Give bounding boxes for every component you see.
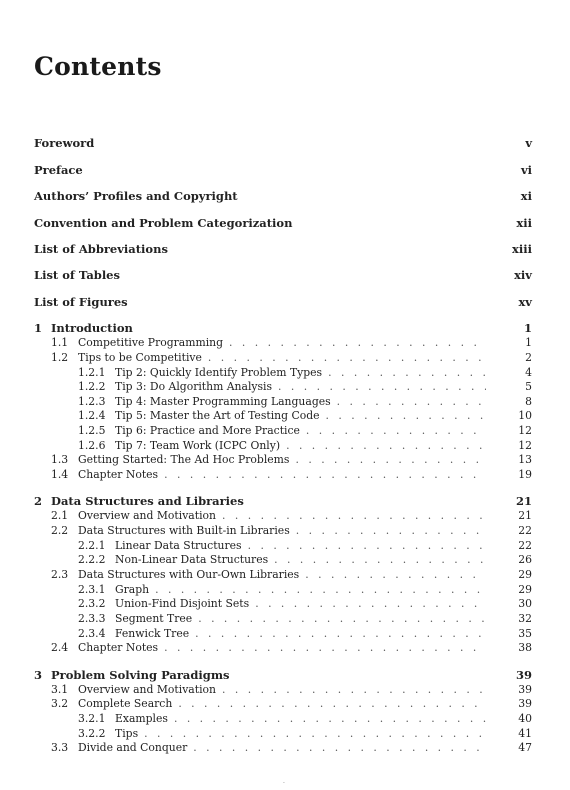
toc-entry-preface[interactable] xyxy=(0,163,570,177)
toc-page: 21 xyxy=(518,509,532,522)
toc-subsection[interactable] xyxy=(0,583,570,596)
toc-page: 29 xyxy=(518,568,532,581)
toc-subsection[interactable] xyxy=(0,597,570,610)
chapter-title: Introduction xyxy=(51,321,133,335)
subsection-title: Union-Find Disjoint Sets xyxy=(115,597,250,610)
section-number: 3.3 xyxy=(51,741,69,754)
subsection-title: Tip 3: Do Algorithm Analysis xyxy=(115,380,273,393)
chapter-number: 1 xyxy=(34,321,43,335)
subsection-title: Tip 2: Quickly Identify Problem Types xyxy=(115,366,323,379)
section-title: Complete Search xyxy=(78,697,173,710)
leader-dots xyxy=(222,509,486,522)
section-title: Overview and Motivation xyxy=(78,683,216,696)
toc-subsection[interactable] xyxy=(0,727,570,740)
toc-page: 8 xyxy=(525,395,532,408)
toc-page: 13 xyxy=(518,453,532,466)
section-title: Tips to be Competitive xyxy=(78,351,202,364)
section-number: 2.1 xyxy=(51,509,69,522)
toc-page: 5 xyxy=(525,380,532,393)
toc-page: 12 xyxy=(518,424,532,437)
subsection-title: Non-Linear Data Structures xyxy=(115,553,269,566)
toc-section[interactable] xyxy=(0,568,570,581)
subsection-title: Tips xyxy=(115,727,139,740)
toc-entry-abbreviations[interactable] xyxy=(0,242,570,256)
toc-page: 21 xyxy=(515,494,532,508)
leader-dots xyxy=(208,351,486,364)
toc-title: List of Figures xyxy=(34,295,128,309)
toc-section[interactable] xyxy=(0,336,570,349)
toc-page: 26 xyxy=(518,553,532,566)
toc-page: xv xyxy=(518,295,532,309)
subsection-title: Tip 4: Master Programming Languages xyxy=(115,395,331,408)
leader-dots xyxy=(306,424,486,437)
toc-page: 19 xyxy=(518,468,532,481)
section-number: 2.3 xyxy=(51,568,69,581)
toc-subsection[interactable] xyxy=(0,424,570,437)
subsection-number: 1.2.4 xyxy=(78,409,106,422)
toc-title: List of Tables xyxy=(34,268,120,282)
leader-dots xyxy=(296,524,486,537)
leader-dots xyxy=(178,697,486,710)
toc-page: 41 xyxy=(518,727,532,740)
toc-chapter-3[interactable] xyxy=(0,668,570,682)
toc-page: 38 xyxy=(518,641,532,654)
subsection-number: 1.2.5 xyxy=(78,424,106,437)
leader-dots xyxy=(195,627,486,640)
toc-page: 47 xyxy=(518,741,532,754)
toc-page: 39 xyxy=(518,697,532,710)
toc-page: 22 xyxy=(518,539,532,552)
leader-dots xyxy=(222,683,486,696)
section-title: Chapter Notes xyxy=(78,468,159,481)
leader-dots xyxy=(305,568,486,581)
leader-dots xyxy=(286,439,486,452)
toc-page: 1 xyxy=(523,321,532,335)
toc-entry-list-of-figures[interactable] xyxy=(0,295,570,309)
subsection-number: 1.2.6 xyxy=(78,439,106,452)
section-number: 1.3 xyxy=(51,453,69,466)
subsection-title: Tip 7: Team Work (ICPC Only) xyxy=(115,439,281,452)
subsection-title: Graph xyxy=(115,583,150,596)
subsection-title: Fenwick Tree xyxy=(115,627,190,640)
subsection-title: Linear Data Structures xyxy=(115,539,242,552)
toc-page: xi xyxy=(520,189,532,203)
toc-page: vi xyxy=(520,163,532,177)
toc-section[interactable] xyxy=(0,524,570,537)
toc-chapter-1[interactable] xyxy=(0,321,570,335)
subsection-number: 2.3.1 xyxy=(78,583,106,596)
page-marker: · xyxy=(283,780,285,787)
toc-page: 2 xyxy=(525,351,532,364)
toc-subsection[interactable] xyxy=(0,439,570,452)
chapter-number: 2 xyxy=(34,494,43,508)
section-title: Chapter Notes xyxy=(78,641,159,654)
toc-subsection[interactable] xyxy=(0,712,570,725)
leader-dots xyxy=(255,597,486,610)
toc-section[interactable] xyxy=(0,453,570,466)
toc-page: 29 xyxy=(518,583,532,596)
toc-section[interactable] xyxy=(0,509,570,522)
leader-dots xyxy=(164,468,486,481)
section-number: 1.2 xyxy=(51,351,69,364)
leader-dots xyxy=(174,712,486,725)
section-number: 1.1 xyxy=(51,336,69,349)
toc-page: 39 xyxy=(518,683,532,696)
toc-subsection[interactable] xyxy=(0,395,570,408)
toc-title: Convention and Problem Categorization xyxy=(34,216,293,230)
toc-entry-convention[interactable] xyxy=(0,216,570,230)
toc-section[interactable] xyxy=(0,741,570,754)
toc-page: xiii xyxy=(512,242,532,256)
section-title: Getting Started: The Ad Hoc Problems xyxy=(78,453,290,466)
subsection-number: 2.2.2 xyxy=(78,553,106,566)
toc-page: xii xyxy=(516,216,532,230)
leader-dots xyxy=(198,612,486,625)
leader-dots xyxy=(164,641,486,654)
leader-dots xyxy=(248,539,486,552)
toc-section[interactable] xyxy=(0,468,570,481)
subsection-number: 2.3.4 xyxy=(78,627,106,640)
section-title: Divide and Conquer xyxy=(78,741,188,754)
toc-page: 1 xyxy=(525,336,532,349)
toc-title: Preface xyxy=(34,163,83,177)
subsection-title: Examples xyxy=(115,712,168,725)
leader-dots xyxy=(229,336,486,349)
toc-chapter-2[interactable] xyxy=(0,494,570,508)
subsection-number: 1.2.3 xyxy=(78,395,106,408)
toc-entry-list-of-tables[interactable] xyxy=(0,268,570,282)
toc-page: 30 xyxy=(518,597,532,610)
section-title: Data Structures with Our-Own Libraries xyxy=(78,568,300,581)
toc-title: Foreword xyxy=(34,136,95,150)
chapter-number: 3 xyxy=(34,668,43,682)
leader-dots xyxy=(326,409,486,422)
subsection-number: 1.2.2 xyxy=(78,380,106,393)
toc-subsection[interactable] xyxy=(0,366,570,379)
toc-subsection[interactable] xyxy=(0,612,570,625)
subsection-title: Tip 5: Master the Art of Testing Code xyxy=(115,409,320,422)
section-title: Overview and Motivation xyxy=(78,509,216,522)
toc-page: 39 xyxy=(515,668,532,682)
chapter-title: Data Structures and Libraries xyxy=(51,494,244,508)
subsection-number: 2.3.3 xyxy=(78,612,106,625)
leader-dots xyxy=(328,366,486,379)
toc-page: 32 xyxy=(518,612,532,625)
toc-entry-authors-profiles[interactable] xyxy=(0,189,570,203)
toc-section[interactable] xyxy=(0,351,570,364)
subsection-title: Tip 6: Practice and More Practice xyxy=(115,424,300,437)
toc-page: 40 xyxy=(518,712,532,725)
subsection-number: 2.2.1 xyxy=(78,539,106,552)
chapter-title: Problem Solving Paradigms xyxy=(51,668,230,682)
toc-page: 10 xyxy=(518,409,532,422)
leader-dots xyxy=(144,727,486,740)
toc-page: 4 xyxy=(525,366,532,379)
leader-dots xyxy=(274,553,486,566)
section-title: Data Structures with Built-in Libraries xyxy=(78,524,290,537)
subsection-number: 1.2.1 xyxy=(78,366,106,379)
section-number: 2.4 xyxy=(51,641,69,654)
subsection-number: 3.2.1 xyxy=(78,712,106,725)
section-title: Competitive Programming xyxy=(78,336,224,349)
subsection-title: Segment Tree xyxy=(115,612,193,625)
leader-dots xyxy=(155,583,486,596)
toc-section[interactable] xyxy=(0,697,570,710)
toc-title: Authors’ Profiles and Copyright xyxy=(34,189,238,203)
toc-subsection[interactable] xyxy=(0,409,570,422)
subsection-number: 3.2.2 xyxy=(78,727,106,740)
leader-dots xyxy=(295,453,486,466)
section-number: 2.2 xyxy=(51,524,69,537)
toc-subsection[interactable] xyxy=(0,539,570,552)
leader-dots xyxy=(193,741,486,754)
toc-page: 22 xyxy=(518,524,532,537)
toc-subsection[interactable] xyxy=(0,553,570,566)
section-number: 3.1 xyxy=(51,683,69,696)
page-title: Contents xyxy=(34,52,162,81)
toc-page: v xyxy=(525,136,532,150)
leader-dots xyxy=(278,380,486,393)
toc-title: List of Abbreviations xyxy=(34,242,168,256)
toc-section[interactable] xyxy=(0,641,570,654)
subsection-number: 2.3.2 xyxy=(78,597,106,610)
toc-section[interactable] xyxy=(0,683,570,696)
toc-page: xiv xyxy=(514,268,532,282)
section-number: 1.4 xyxy=(51,468,69,481)
toc-subsection[interactable] xyxy=(0,380,570,393)
toc-entry-foreword[interactable] xyxy=(0,136,570,150)
leader-dots xyxy=(337,395,486,408)
toc-subsection[interactable] xyxy=(0,627,570,640)
toc-page: 35 xyxy=(518,627,532,640)
toc-page: 12 xyxy=(518,439,532,452)
section-number: 3.2 xyxy=(51,697,69,710)
